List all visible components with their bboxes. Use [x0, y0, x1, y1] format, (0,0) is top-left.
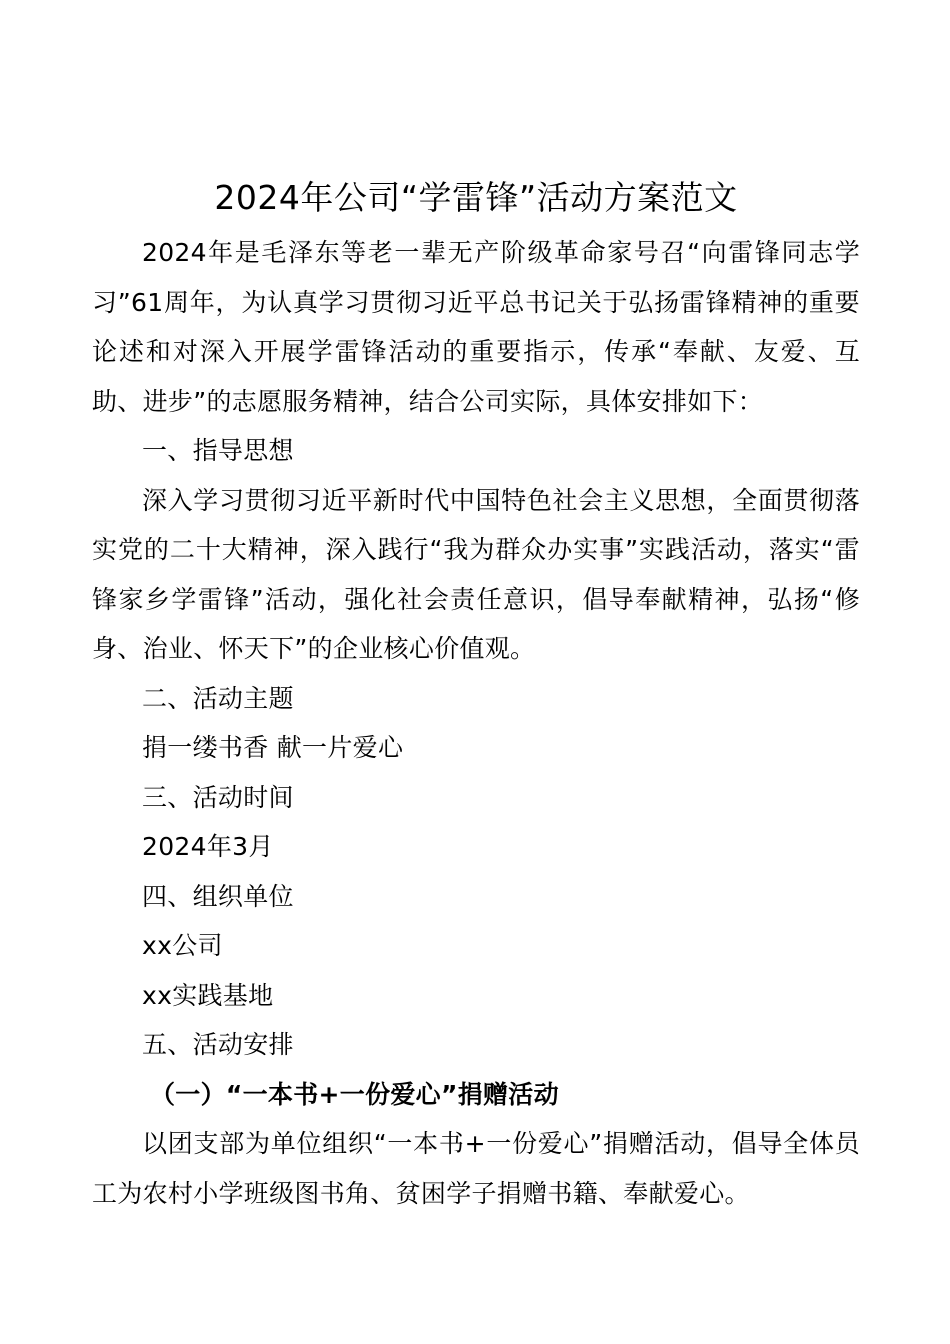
activity-theme-text: 捐一缕书香 献一片爱心	[142, 733, 404, 762]
subsection-heading-book-donation: （一）“一本书+一份爱心”捐赠活动	[150, 1079, 559, 1109]
section-heading-activity-time: 三、活动时间	[142, 782, 294, 812]
section-heading-activity-arrangement: 五、活动安排	[142, 1030, 294, 1059]
section-heading-guiding-ideology: 一、指导思想	[142, 436, 294, 465]
organizer-practice-base: xx实践基地	[142, 980, 274, 1010]
document-page	[92, 168, 860, 1218]
intro-paragraph: 2024年是毛泽东等老一辈无产阶级革命家号召“向雷锋同志学习”61周年，为认真学习贯彻习近平总书记关于弘扬雷锋精神的重要论述和对深入开展学雷锋活动的重要指示，传承“奉献、友爱、互助、进步”的志愿服务精神，结合公司实际，具体安排如下：	[92, 238, 860, 416]
guiding-ideology-paragraph: 深入学习贯彻习近平新时代中国特色社会主义思想，全面贯彻落实党的二十大精神，深入践行“我为群众办实事”实践活动，落实“雷锋家乡学雷锋”活动，强化社会责任意识，倡导奉献精神，弘扬“修身、治业、怀天下”的企业核心价值观。	[92, 485, 860, 663]
section-heading-organizers: 四、组织单位	[142, 881, 294, 911]
activity-time-text: 2024年3月	[142, 832, 274, 861]
organizer-company: xx公司	[142, 931, 223, 960]
document-title: 2024年公司“学雷锋”活动方案范文	[214, 178, 738, 217]
section-heading-activity-theme: 二、活动主题	[142, 683, 294, 713]
book-donation-paragraph: 以团支部为单位组织“一本书+一份爱心”捐赠活动，倡导全体员工为农村小学班级图书角、贫困学子捐赠书籍、奉献爱心。	[92, 1129, 860, 1208]
